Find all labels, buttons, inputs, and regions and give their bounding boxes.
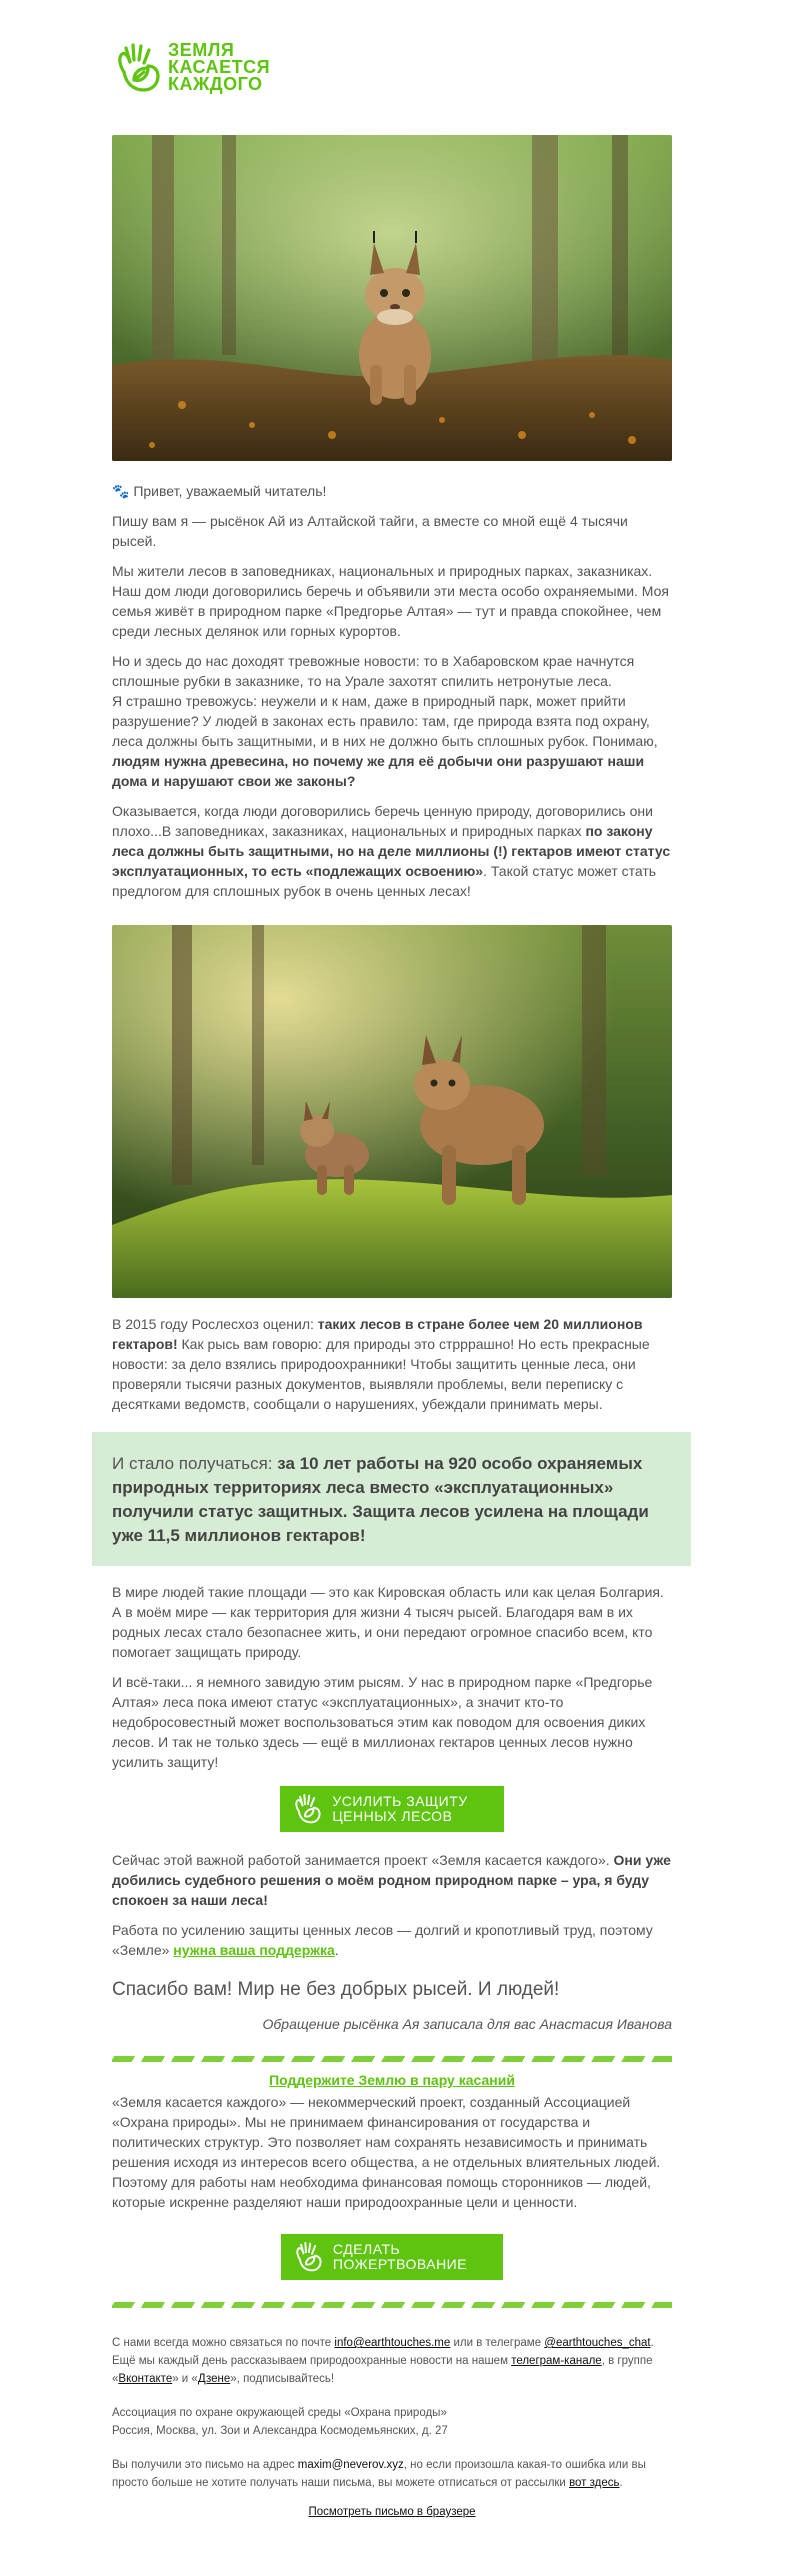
logo-text — [168, 42, 270, 93]
donate-button-label — [333, 2242, 467, 2272]
paragraph-4-part-a: Оказывается, когда люди договорились беречь ценную природу, договорились они плохо...В заповедниках, заказниках, национальных и природных парках — [112, 803, 653, 839]
org-address: Россия, Москва, ул. Зои и Александра Космодемьянских, д. 27 — [112, 2425, 448, 2437]
telegram-chat-link[interactable]: @earthtouches_chat — [544, 2337, 651, 2349]
received-c: . — [619, 2477, 623, 2489]
paragraph-8-part-a: Сейчас этой важной работой занимается проект «Земля касается каждого». — [112, 1852, 614, 1868]
donate-button-line-2: ПОЖЕРТВОВАНИЕ — [332, 2256, 468, 2272]
lynx-forest-photo — [112, 135, 672, 461]
footer-contact-b: или в телеграме — [450, 2337, 545, 2349]
paragraph-3 — [112, 651, 672, 791]
cta-wrap-1 — [112, 1786, 672, 1832]
recipient-email: maxim@neverov.xyz — [297, 2459, 404, 2471]
donate-button-line-1: СДЕЛАТЬ — [332, 2241, 401, 2257]
vk-link[interactable]: Вконтакте — [118, 2373, 173, 2385]
intro-section — [112, 481, 672, 901]
received-b: , но если произошла какая-то ошибка или вы просто больше не хотите получать наши письма, вы можете отписаться от рассылки — [112, 2459, 646, 2489]
thanks-heading: Спасибо вам! Мир не без добрых рысей. И людей! — [112, 1979, 560, 2000]
hand-leaf-icon — [116, 42, 162, 94]
footer-contact-e: » и « — [172, 2373, 198, 2385]
divider-stripe-top — [112, 2056, 672, 2062]
footer-contact-c: . Ещё мы каждый день рассказываем природоохранные новости на нашем — [112, 2337, 654, 2367]
footer-contact-d: , в группе « — [112, 2355, 653, 2385]
paragraph-5-bold: таких лесов в стране более чем 20 миллионов гектаров! — [112, 1316, 643, 1352]
paragraph-3-part-b: Я страшно тревожусь: неужели и к нам, даже в природный парк, может прийти разрушение? У людей в законах есть правило: там, где природа взята под охрану, леса должны быть защитными, и в них не должно быть сплошных рубок. Понимаю, — [112, 693, 658, 749]
logo-line-2: КАСАЕТСЯ — [168, 57, 271, 77]
callout-text — [112, 1452, 671, 1548]
strengthen-protection-button[interactable] — [280, 1786, 503, 1832]
callout-bold: за 10 лет работы на 920 особо охраняемых природных территориях леса вместо «эксплуатационных» получили статус защитных. Защита лесов усилена на площади уже 11,5 миллионов гектаров! — [112, 1454, 649, 1545]
paragraph-1: Пишу вам я — рысёнок Ай из Алтайской тайги, а вместе со мной ещё 4 тысячи рысей. — [112, 513, 628, 549]
donate-button[interactable] — [281, 2234, 503, 2280]
support-text: «Земля касается каждого» — некоммерческий проект, созданный Ассоциацией «Охрана природы». Мы не принимаем финансирования от государства и политических структур. Это позволяет нам сохранять независимость и принимать решения исходя из интересов всего общества, а не отдельных влиятельных людей. Поэтому для работы нам необходима финансовая помощь сторонников — людей, которые искренне разделяют наши природоохранные цели и ценности. — [112, 2094, 661, 2210]
strengthen-button-label — [332, 1794, 467, 1824]
paragraph-8-bold: Они уже добились судебного решения о моём родном природном парке – ура, я буду спокоен за наши леса! — [112, 1852, 671, 1908]
paragraph-3-part-a: Но и здесь до нас доходят тревожные новости: то в Хабаровском крае начнутся сплошные рубки в заказнике, то на Урале захотят спилить нетронутые леса. — [112, 653, 635, 689]
middle-section-2 — [112, 1582, 672, 2548]
paragraph-8 — [112, 1850, 672, 1910]
support-link[interactable]: нужна ваша поддержка — [173, 1942, 335, 1958]
paragraph-9 — [112, 1920, 672, 1960]
paragraph-9-part-c: . — [334, 1942, 339, 1958]
paragraph-3-bold: людям нужна древесина, но почему же для её добычи они разрушают наши дома и нарушают свои же законы? — [112, 753, 645, 789]
signature: Обращение рысёнка Ая записала для вас Анастасия Иванова — [262, 2016, 672, 2032]
view-in-browser-link[interactable]: Посмотреть письмо в браузере — [308, 2506, 476, 2518]
footer-contact-a: С нами всегда можно связаться по почте — [112, 2337, 335, 2349]
footer-contacts — [112, 2334, 672, 2388]
strengthen-button-line-1: УСИЛИТЬ ЗАЩИТУ — [332, 1793, 468, 1809]
cta-wrap-2 — [112, 2234, 672, 2280]
strengthen-button-line-2: ЦЕННЫХ ЛЕСОВ — [332, 1808, 453, 1824]
paragraph-2: Мы жители лесов в заповедниках, национальных и природных парках, заказниках. Наш дом люди договорились беречь и объявили эти места особо охраняемыми. Моя семья живёт в природном парке «Предгорье Алтая» — тут и правда спокойнее, чем среди лесных делянок или горных курортов. — [112, 563, 669, 639]
unsubscribe-link[interactable]: вот здесь — [569, 2477, 620, 2489]
telegram-channel-link[interactable]: телеграм-канале — [511, 2355, 602, 2367]
footer-organization — [112, 2404, 672, 2440]
paragraph-9-part-a: Работа по усилению защиты ценных лесов — долгий и кропотливый труд, поэтому «Земле» — [112, 1922, 653, 1958]
paragraph-4-bold: по закону леса должны быть защитными, но на деле миллионы (!) гектаров имеют статус эксплуатационных, то есть «подлежащих освоению» — [112, 823, 671, 879]
footer-unsubscribe — [112, 2456, 672, 2492]
divider-stripe-bottom — [112, 2302, 672, 2308]
hand-leaf-icon — [295, 2241, 323, 2273]
hand-leaf-icon — [294, 1793, 322, 1825]
middle-section — [112, 1314, 672, 1414]
dzen-link[interactable]: Дзене — [197, 2373, 231, 2385]
email-link[interactable]: info@earthtouches.me — [334, 2337, 451, 2349]
org-name: Ассоциация по охране окружающей среды «Охрана природы» — [112, 2407, 447, 2419]
received-a: Вы получили это письмо на адрес — [112, 2459, 298, 2471]
paragraph-4-part-c: . Такой статус может стать предлогом для сплошных рубок в очень ценных лесах! — [112, 863, 657, 899]
paragraph-6: В мире людей такие площади — это как Кировская область или как целая Болгария. А в моём мире — как территория для жизни 4 тысяч рысей. Благодаря вам в их родных лесах стало безопаснее жить, и они передают огромное спасибо всем, кто помогает защищать природу. — [112, 1584, 664, 1660]
bottom-spacer — [112, 2518, 672, 2548]
paragraph-7: И всё-таки... я немного завидую этим рысям. У нас в природном парке «Предгорье Алтая» леса пока имеют статус «эксплуатационных», а значит кто-то недобросовестный может воспользоваться этим как поводом для освоения диких лесов. И так не только здесь — ещё в миллионах гектаров ценных лесов нужно усилить защиту! — [112, 1674, 653, 1770]
paragraph-4 — [112, 801, 672, 901]
paragraph-5 — [112, 1314, 672, 1414]
highlight-callout — [92, 1432, 691, 1566]
logo[interactable] — [112, 0, 672, 135]
paragraph-5-part-a: В 2015 году Рослесхоз оценил: — [112, 1316, 318, 1332]
paragraph-5-part-c: Как рысь вам говорю: для природы это стрррашно! Но есть прекрасные новости: за дело взялись природоохранники! Чтобы защитить ценные леса, они проверяли тысячи разных документов, выявляли проблемы, вели переписку с десятками ведомств, сообщали о нарушениях, убеждали принимать меры. — [112, 1336, 650, 1412]
support-title-link[interactable]: Поддержите Землю в пару касаний — [269, 2072, 515, 2088]
logo-line-3: КАЖДОГО — [168, 74, 263, 94]
lynx-family-photo — [112, 925, 672, 1298]
footer-contact-f: », подписывайтесь! — [230, 2373, 335, 2385]
logo-line-1: ЗЕМЛЯ — [168, 40, 235, 60]
greeting: 🐾 Привет, уважаемый читатель! — [112, 483, 327, 499]
callout-part-a: И стало получаться: — [112, 1454, 278, 1473]
